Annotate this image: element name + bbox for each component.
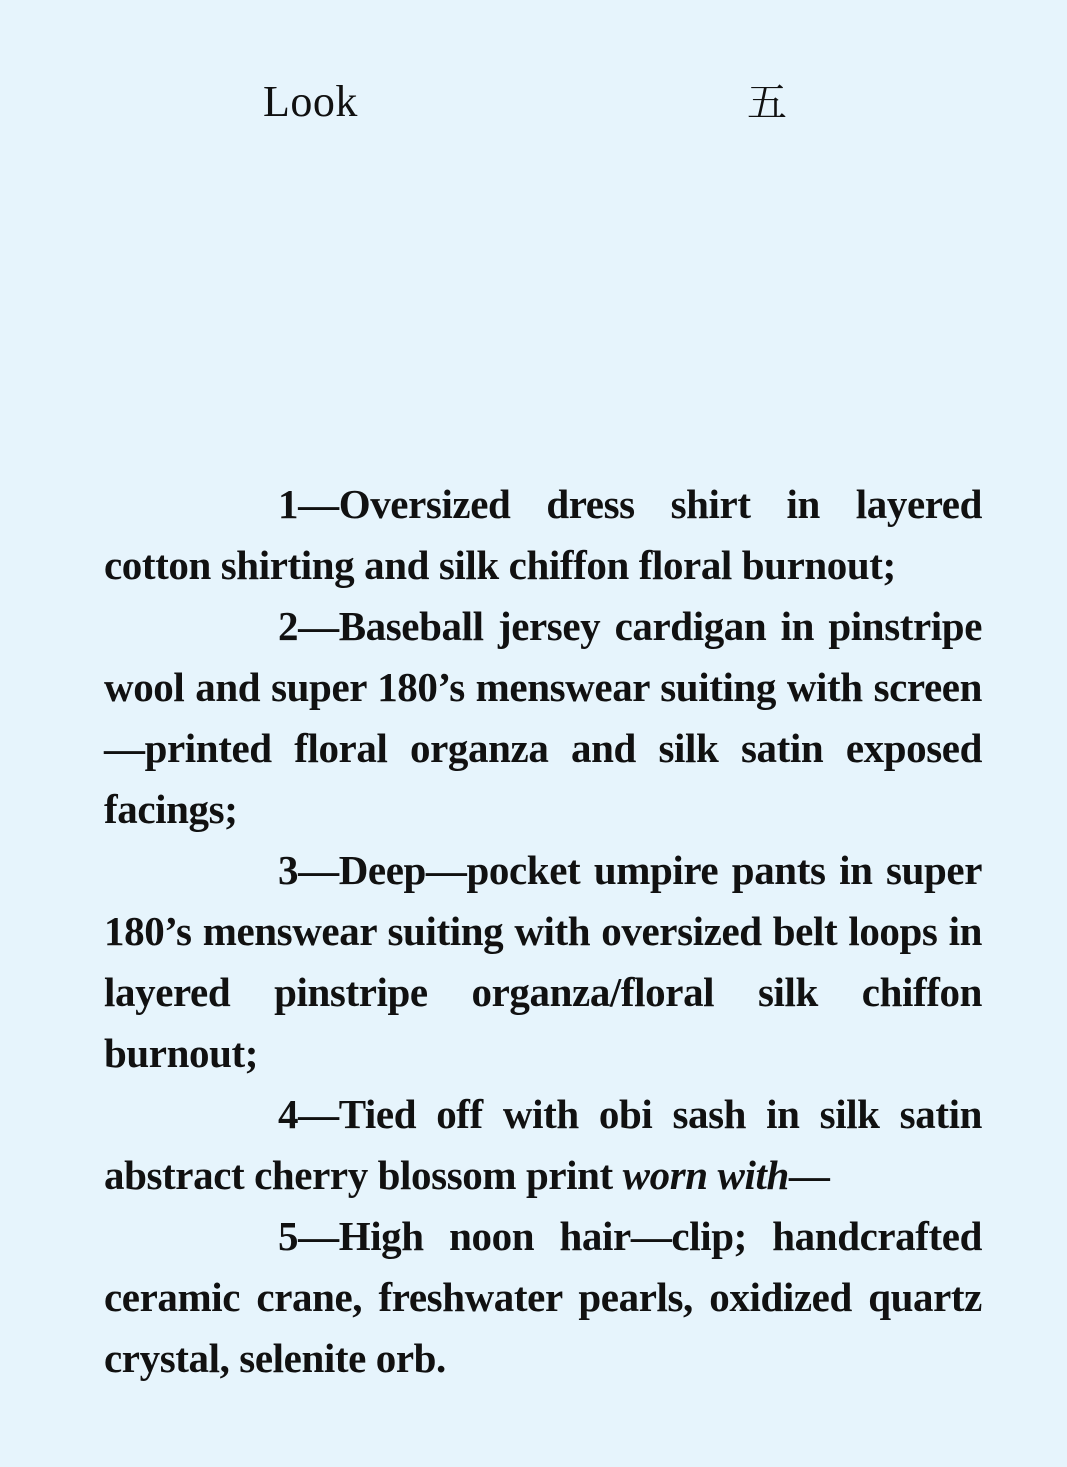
garment-item-5 xyxy=(104,1206,982,1389)
garment-item-4-tail: — xyxy=(788,1152,830,1198)
garment-item-2 xyxy=(104,596,982,840)
look-number: 五 xyxy=(747,80,787,126)
garment-item-4-emphasis: worn with xyxy=(622,1152,789,1198)
garment-description xyxy=(104,474,982,1389)
garment-item-2-text: 2—Baseball jersey cardigan in pinstripe wool and super 180’s menswear suiting with screen—printed floral organza and silk satin exposed facings; xyxy=(104,603,982,832)
garment-item-3-text: 3—Deep—pocket umpire pants in super 180’s menswear suiting with oversized belt loops in layered pinstripe organza/floral silk chiffon burnout; xyxy=(104,847,982,1076)
look-label: Look xyxy=(263,77,358,126)
garment-item-1 xyxy=(104,474,982,596)
garment-item-4-text: 4—Tied off with obi sash in silk satin abstract cherry blossom print xyxy=(104,1091,982,1198)
garment-item-1-text: 1—Oversized dress shirt in layered cotton shirting and silk chiffon floral burnout; xyxy=(104,481,982,588)
garment-item-4 xyxy=(104,1084,982,1206)
garment-item-3 xyxy=(104,840,982,1084)
garment-item-5-text: 5—High noon hair—clip; handcrafted ceramic crane, freshwater pearls, oxidized quartz crystal, selenite orb. xyxy=(104,1213,982,1381)
